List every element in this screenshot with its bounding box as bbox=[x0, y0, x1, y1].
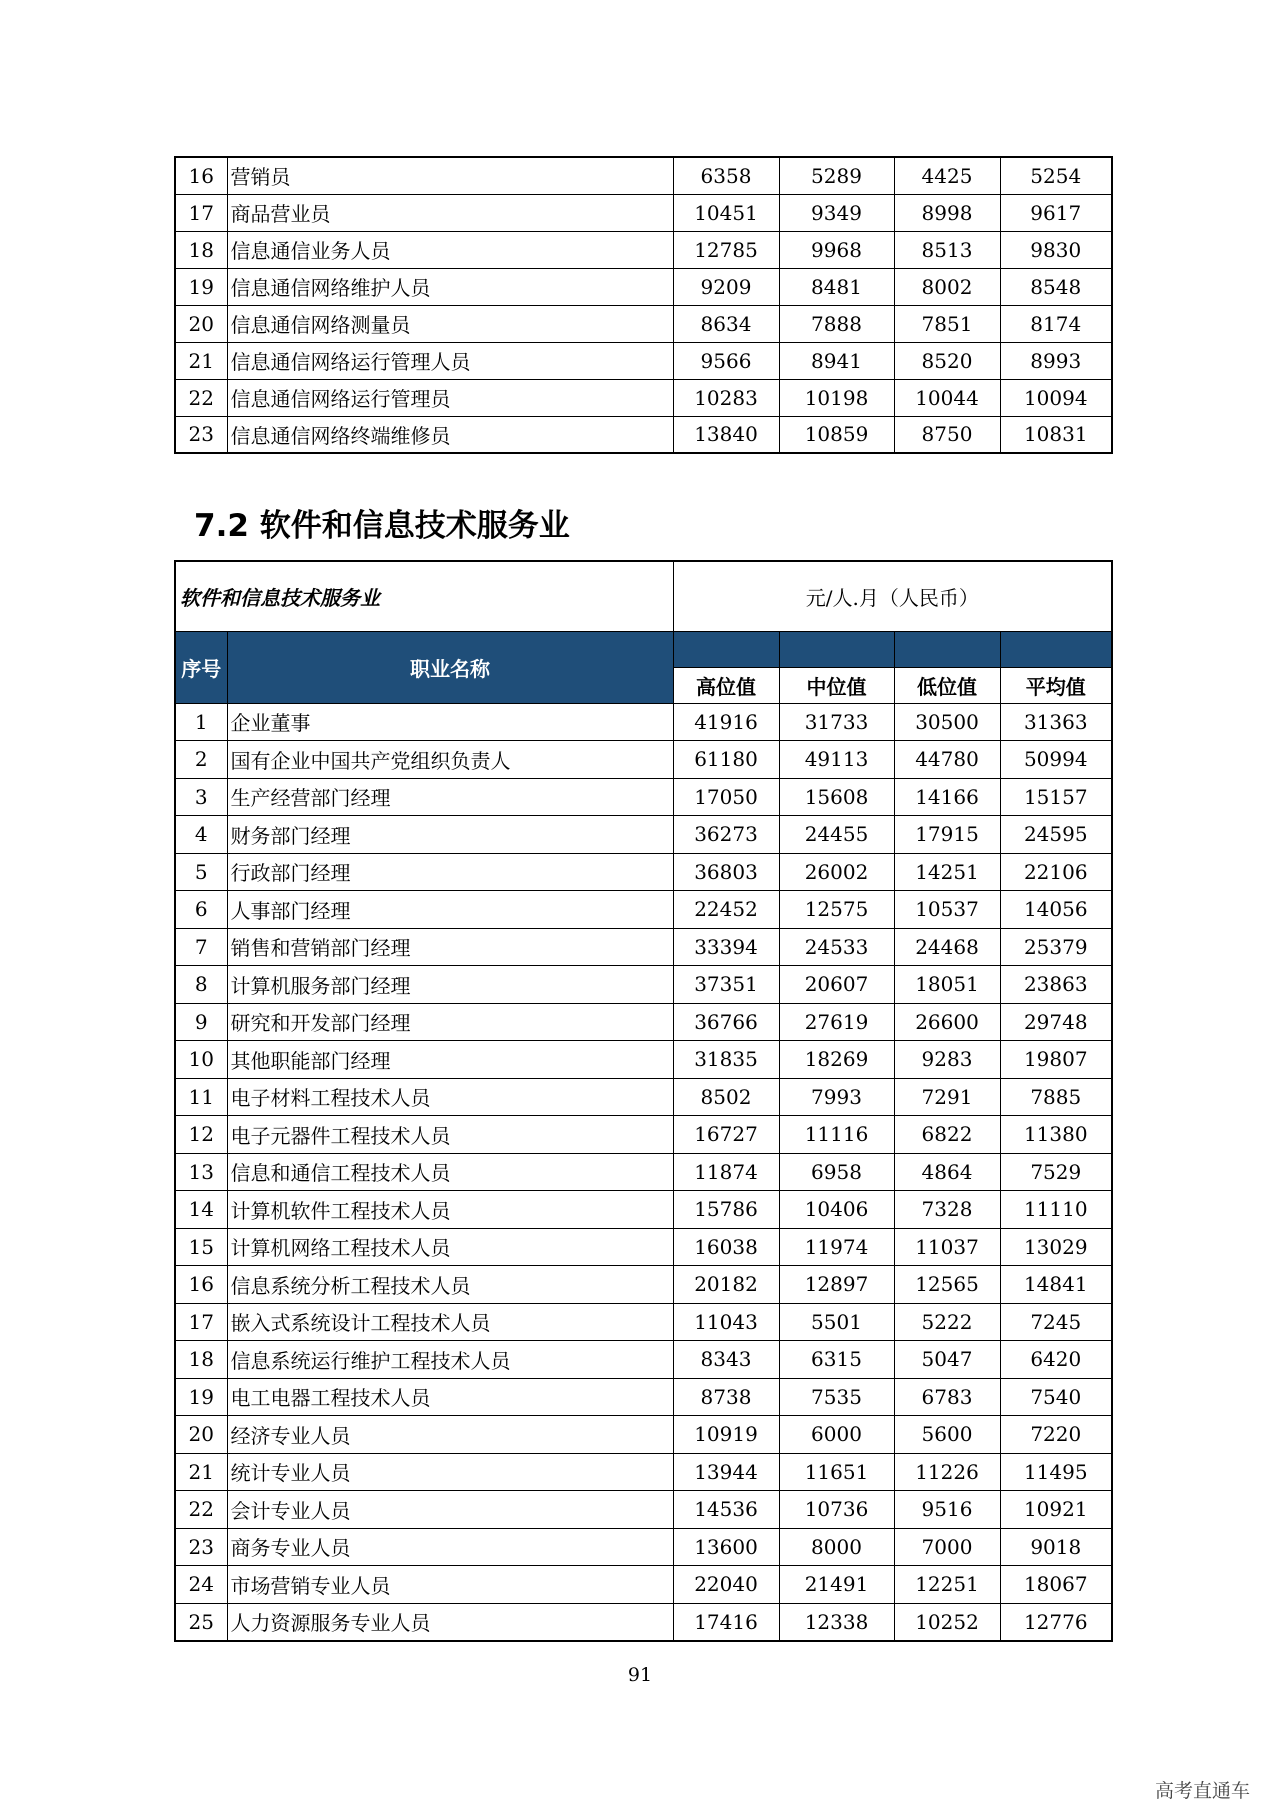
table-header-row bbox=[175, 631, 1112, 667]
serial-number-cell: 8 bbox=[175, 966, 227, 1004]
occupation-name-cell: 信息通信网络测量员 bbox=[227, 305, 673, 342]
high-value-cell: 36803 bbox=[673, 853, 779, 891]
median-value-cell: 24533 bbox=[779, 928, 894, 966]
high-value-cell: 10283 bbox=[673, 379, 779, 416]
header-blue-spacer bbox=[1000, 631, 1112, 667]
table-row bbox=[175, 928, 1112, 966]
median-value-cell: 5289 bbox=[779, 157, 894, 194]
average-value-cell: 7529 bbox=[1000, 1153, 1112, 1191]
table-row bbox=[175, 342, 1112, 379]
table-row bbox=[175, 966, 1112, 1004]
average-value-cell: 19807 bbox=[1000, 1041, 1112, 1079]
low-value-cell: 14251 bbox=[894, 853, 1000, 891]
average-value-cell: 11380 bbox=[1000, 1116, 1112, 1154]
median-value-cell: 11116 bbox=[779, 1116, 894, 1154]
median-value-cell: 10736 bbox=[779, 1491, 894, 1529]
occupation-name-cell: 商品营业员 bbox=[227, 194, 673, 231]
watermark-text: 高考直通车 bbox=[1154, 1780, 1250, 1802]
table-row bbox=[175, 1341, 1112, 1379]
median-value-cell: 10859 bbox=[779, 416, 894, 453]
serial-number-cell: 20 bbox=[175, 305, 227, 342]
header-blue-spacer bbox=[779, 631, 894, 667]
high-value-cell: 11043 bbox=[673, 1303, 779, 1341]
average-value-cell: 29748 bbox=[1000, 1003, 1112, 1041]
median-value-cell: 9349 bbox=[779, 194, 894, 231]
serial-number-cell: 10 bbox=[175, 1041, 227, 1079]
median-value-cell: 6315 bbox=[779, 1341, 894, 1379]
table-row bbox=[175, 305, 1112, 342]
average-value-cell: 8548 bbox=[1000, 268, 1112, 305]
median-value-cell: 11651 bbox=[779, 1453, 894, 1491]
average-value-cell: 11495 bbox=[1000, 1453, 1112, 1491]
occupation-name-cell: 销售和营销部门经理 bbox=[227, 928, 673, 966]
average-value-cell: 7245 bbox=[1000, 1303, 1112, 1341]
table-row bbox=[175, 1603, 1112, 1641]
serial-number-cell: 18 bbox=[175, 231, 227, 268]
high-value-cell: 8343 bbox=[673, 1341, 779, 1379]
low-value-cell: 26600 bbox=[894, 1003, 1000, 1041]
occupation-name-cell: 信息系统分析工程技术人员 bbox=[227, 1266, 673, 1304]
high-value-cell: 36273 bbox=[673, 816, 779, 854]
low-value-cell: 44780 bbox=[894, 741, 1000, 779]
high-value-cell: 10919 bbox=[673, 1416, 779, 1454]
average-value-cell: 10921 bbox=[1000, 1491, 1112, 1529]
header-occupation-name: 职业名称 bbox=[227, 631, 673, 703]
high-value-cell: 13944 bbox=[673, 1453, 779, 1491]
low-value-cell: 10537 bbox=[894, 891, 1000, 929]
high-value-cell: 8738 bbox=[673, 1378, 779, 1416]
occupation-name-cell: 国有企业中国共产党组织负责人 bbox=[227, 741, 673, 779]
median-value-cell: 20607 bbox=[779, 966, 894, 1004]
serial-number-cell: 12 bbox=[175, 1116, 227, 1154]
median-value-cell: 49113 bbox=[779, 741, 894, 779]
occupation-name-cell: 统计专业人员 bbox=[227, 1453, 673, 1491]
high-value-cell: 37351 bbox=[673, 966, 779, 1004]
average-value-cell: 6420 bbox=[1000, 1341, 1112, 1379]
occupation-name-cell: 行政部门经理 bbox=[227, 853, 673, 891]
table-row bbox=[175, 194, 1112, 231]
serial-number-cell: 9 bbox=[175, 1003, 227, 1041]
high-value-cell: 16727 bbox=[673, 1116, 779, 1154]
average-value-cell: 10831 bbox=[1000, 416, 1112, 453]
page-number: 91 bbox=[627, 1664, 653, 1686]
high-value-cell: 12785 bbox=[673, 231, 779, 268]
median-value-cell: 10198 bbox=[779, 379, 894, 416]
table-row bbox=[175, 1416, 1112, 1454]
high-value-cell: 33394 bbox=[673, 928, 779, 966]
occupation-name-cell: 人力资源服务专业人员 bbox=[227, 1603, 673, 1641]
high-value-cell: 22040 bbox=[673, 1566, 779, 1604]
high-value-cell: 9566 bbox=[673, 342, 779, 379]
serial-number-cell: 1 bbox=[175, 703, 227, 741]
average-value-cell: 8174 bbox=[1000, 305, 1112, 342]
high-value-cell: 13600 bbox=[673, 1528, 779, 1566]
serial-number-cell: 18 bbox=[175, 1341, 227, 1379]
table-row bbox=[175, 379, 1112, 416]
high-value-cell: 9209 bbox=[673, 268, 779, 305]
median-value-cell: 10406 bbox=[779, 1191, 894, 1229]
average-value-cell: 14056 bbox=[1000, 891, 1112, 929]
median-value-cell: 27619 bbox=[779, 1003, 894, 1041]
low-value-cell: 24468 bbox=[894, 928, 1000, 966]
low-value-cell: 8998 bbox=[894, 194, 1000, 231]
section-title: 7.2 软件和信息技术服务业 bbox=[194, 508, 570, 544]
median-value-cell: 7993 bbox=[779, 1078, 894, 1116]
serial-number-cell: 25 bbox=[175, 1603, 227, 1641]
table-row bbox=[175, 891, 1112, 929]
occupation-name-cell: 信息通信网络维护人员 bbox=[227, 268, 673, 305]
median-value-cell: 8481 bbox=[779, 268, 894, 305]
occupation-name-cell: 信息通信网络终端维修员 bbox=[227, 416, 673, 453]
average-value-cell: 24595 bbox=[1000, 816, 1112, 854]
table-row bbox=[175, 1191, 1112, 1229]
high-value-cell: 11874 bbox=[673, 1153, 779, 1191]
table-row bbox=[175, 741, 1112, 779]
table-row bbox=[175, 1491, 1112, 1529]
serial-number-cell: 23 bbox=[175, 416, 227, 453]
low-value-cell: 5600 bbox=[894, 1416, 1000, 1454]
median-value-cell: 7535 bbox=[779, 1378, 894, 1416]
continuation-salary-table bbox=[174, 156, 1113, 454]
table-row bbox=[175, 778, 1112, 816]
table-row bbox=[175, 1378, 1112, 1416]
median-value-cell: 26002 bbox=[779, 853, 894, 891]
average-value-cell: 9830 bbox=[1000, 231, 1112, 268]
low-value-cell: 9283 bbox=[894, 1041, 1000, 1079]
average-value-cell: 11110 bbox=[1000, 1191, 1112, 1229]
low-value-cell: 8002 bbox=[894, 268, 1000, 305]
table-row bbox=[175, 1003, 1112, 1041]
occupation-name-cell: 计算机网络工程技术人员 bbox=[227, 1228, 673, 1266]
median-value-cell: 21491 bbox=[779, 1566, 894, 1604]
serial-number-cell: 21 bbox=[175, 1453, 227, 1491]
serial-number-cell: 17 bbox=[175, 194, 227, 231]
main-table-body bbox=[175, 703, 1112, 1641]
high-value-cell: 10451 bbox=[673, 194, 779, 231]
serial-number-cell: 16 bbox=[175, 1266, 227, 1304]
average-value-cell: 18067 bbox=[1000, 1566, 1112, 1604]
high-value-cell: 20182 bbox=[673, 1266, 779, 1304]
average-value-cell: 9617 bbox=[1000, 194, 1112, 231]
table-row bbox=[175, 231, 1112, 268]
serial-number-cell: 5 bbox=[175, 853, 227, 891]
serial-number-cell: 4 bbox=[175, 816, 227, 854]
occupation-name-cell: 计算机软件工程技术人员 bbox=[227, 1191, 673, 1229]
low-value-cell: 18051 bbox=[894, 966, 1000, 1004]
average-value-cell: 31363 bbox=[1000, 703, 1112, 741]
low-value-cell: 30500 bbox=[894, 703, 1000, 741]
serial-number-cell: 7 bbox=[175, 928, 227, 966]
occupation-name-cell: 研究和开发部门经理 bbox=[227, 1003, 673, 1041]
occupation-name-cell: 信息通信网络运行管理员 bbox=[227, 379, 673, 416]
median-value-cell: 11974 bbox=[779, 1228, 894, 1266]
average-value-cell: 7885 bbox=[1000, 1078, 1112, 1116]
median-value-cell: 18269 bbox=[779, 1041, 894, 1079]
table-row bbox=[175, 816, 1112, 854]
high-value-cell: 16038 bbox=[673, 1228, 779, 1266]
header-blue-spacer bbox=[894, 631, 1000, 667]
low-value-cell: 10044 bbox=[894, 379, 1000, 416]
table-row bbox=[175, 703, 1112, 741]
median-value-cell: 6958 bbox=[779, 1153, 894, 1191]
occupation-name-cell: 计算机服务部门经理 bbox=[227, 966, 673, 1004]
median-value-cell: 7888 bbox=[779, 305, 894, 342]
table-row bbox=[175, 1303, 1112, 1341]
average-value-cell: 25379 bbox=[1000, 928, 1112, 966]
serial-number-cell: 15 bbox=[175, 1228, 227, 1266]
average-value-cell: 22106 bbox=[1000, 853, 1112, 891]
high-value-cell: 17050 bbox=[673, 778, 779, 816]
serial-number-cell: 13 bbox=[175, 1153, 227, 1191]
occupation-name-cell: 企业董事 bbox=[227, 703, 673, 741]
table-row bbox=[175, 416, 1112, 453]
low-value-cell: 7328 bbox=[894, 1191, 1000, 1229]
low-value-cell: 8520 bbox=[894, 342, 1000, 379]
table-row bbox=[175, 268, 1112, 305]
median-value-cell: 24455 bbox=[779, 816, 894, 854]
low-value-cell: 5222 bbox=[894, 1303, 1000, 1341]
serial-number-cell: 21 bbox=[175, 342, 227, 379]
low-value-cell: 4425 bbox=[894, 157, 1000, 194]
table-row bbox=[175, 1153, 1112, 1191]
low-value-cell: 5047 bbox=[894, 1341, 1000, 1379]
average-value-cell: 15157 bbox=[1000, 778, 1112, 816]
serial-number-cell: 20 bbox=[175, 1416, 227, 1454]
occupation-name-cell: 信息系统运行维护工程技术人员 bbox=[227, 1341, 673, 1379]
table-title-row bbox=[175, 561, 1112, 631]
high-value-cell: 36766 bbox=[673, 1003, 779, 1041]
average-value-cell: 50994 bbox=[1000, 741, 1112, 779]
table-row bbox=[175, 1453, 1112, 1491]
occupation-name-cell: 财务部门经理 bbox=[227, 816, 673, 854]
average-value-cell: 12776 bbox=[1000, 1603, 1112, 1641]
table-row bbox=[175, 1528, 1112, 1566]
occupation-name-cell: 信息通信业务人员 bbox=[227, 231, 673, 268]
median-value-cell: 12897 bbox=[779, 1266, 894, 1304]
low-value-cell: 14166 bbox=[894, 778, 1000, 816]
table-row bbox=[175, 157, 1112, 194]
high-value-cell: 17416 bbox=[673, 1603, 779, 1641]
average-value-cell: 13029 bbox=[1000, 1228, 1112, 1266]
occupation-name-cell: 生产经营部门经理 bbox=[227, 778, 673, 816]
table-unit-label: 元/人.月（人民币） bbox=[673, 561, 1112, 631]
serial-number-cell: 14 bbox=[175, 1191, 227, 1229]
serial-number-cell: 2 bbox=[175, 741, 227, 779]
serial-number-cell: 11 bbox=[175, 1078, 227, 1116]
low-value-cell: 10252 bbox=[894, 1603, 1000, 1641]
low-value-cell: 7291 bbox=[894, 1078, 1000, 1116]
occupation-name-cell: 电子元器件工程技术人员 bbox=[227, 1116, 673, 1154]
header-blue-spacer bbox=[673, 631, 779, 667]
low-value-cell: 17915 bbox=[894, 816, 1000, 854]
high-value-cell: 14536 bbox=[673, 1491, 779, 1529]
average-value-cell: 10094 bbox=[1000, 379, 1112, 416]
low-value-cell: 6783 bbox=[894, 1378, 1000, 1416]
occupation-name-cell: 人事部门经理 bbox=[227, 891, 673, 929]
low-value-cell: 8750 bbox=[894, 416, 1000, 453]
average-value-cell: 9018 bbox=[1000, 1528, 1112, 1566]
serial-number-cell: 19 bbox=[175, 268, 227, 305]
median-value-cell: 9968 bbox=[779, 231, 894, 268]
median-value-cell: 12338 bbox=[779, 1603, 894, 1641]
low-value-cell: 7000 bbox=[894, 1528, 1000, 1566]
header-median-value: 中位值 bbox=[779, 667, 894, 703]
occupation-name-cell: 会计专业人员 bbox=[227, 1491, 673, 1529]
low-value-cell: 9516 bbox=[894, 1491, 1000, 1529]
table-row bbox=[175, 1266, 1112, 1304]
median-value-cell: 6000 bbox=[779, 1416, 894, 1454]
table-row bbox=[175, 1566, 1112, 1604]
header-average-value: 平均值 bbox=[1000, 667, 1112, 703]
low-value-cell: 7851 bbox=[894, 305, 1000, 342]
occupation-name-cell: 信息和通信工程技术人员 bbox=[227, 1153, 673, 1191]
high-value-cell: 41916 bbox=[673, 703, 779, 741]
median-value-cell: 8000 bbox=[779, 1528, 894, 1566]
median-value-cell: 15608 bbox=[779, 778, 894, 816]
occupation-name-cell: 其他职能部门经理 bbox=[227, 1041, 673, 1079]
occupation-name-cell: 商务专业人员 bbox=[227, 1528, 673, 1566]
average-value-cell: 5254 bbox=[1000, 157, 1112, 194]
occupation-name-cell: 经济专业人员 bbox=[227, 1416, 673, 1454]
high-value-cell: 31835 bbox=[673, 1041, 779, 1079]
occupation-name-cell: 电工电器工程技术人员 bbox=[227, 1378, 673, 1416]
serial-number-cell: 16 bbox=[175, 157, 227, 194]
software-it-salary-table bbox=[174, 560, 1113, 1642]
high-value-cell: 13840 bbox=[673, 416, 779, 453]
serial-number-cell: 23 bbox=[175, 1528, 227, 1566]
serial-number-cell: 22 bbox=[175, 1491, 227, 1529]
table-row bbox=[175, 1116, 1112, 1154]
occupation-name-cell: 信息通信网络运行管理人员 bbox=[227, 342, 673, 379]
serial-number-cell: 24 bbox=[175, 1566, 227, 1604]
average-value-cell: 8993 bbox=[1000, 342, 1112, 379]
occupation-name-cell: 嵌入式系统设计工程技术人员 bbox=[227, 1303, 673, 1341]
occupation-name-cell: 电子材料工程技术人员 bbox=[227, 1078, 673, 1116]
continuation-table-body bbox=[175, 157, 1112, 453]
table-industry-title: 软件和信息技术服务业 bbox=[175, 561, 673, 631]
table-row bbox=[175, 853, 1112, 891]
table-row bbox=[175, 1228, 1112, 1266]
average-value-cell: 7540 bbox=[1000, 1378, 1112, 1416]
average-value-cell: 7220 bbox=[1000, 1416, 1112, 1454]
median-value-cell: 5501 bbox=[779, 1303, 894, 1341]
low-value-cell: 12565 bbox=[894, 1266, 1000, 1304]
high-value-cell: 22452 bbox=[673, 891, 779, 929]
serial-number-cell: 17 bbox=[175, 1303, 227, 1341]
serial-number-cell: 19 bbox=[175, 1378, 227, 1416]
median-value-cell: 12575 bbox=[779, 891, 894, 929]
low-value-cell: 12251 bbox=[894, 1566, 1000, 1604]
average-value-cell: 14841 bbox=[1000, 1266, 1112, 1304]
header-low-value: 低位值 bbox=[894, 667, 1000, 703]
high-value-cell: 8502 bbox=[673, 1078, 779, 1116]
serial-number-cell: 22 bbox=[175, 379, 227, 416]
low-value-cell: 11037 bbox=[894, 1228, 1000, 1266]
high-value-cell: 61180 bbox=[673, 741, 779, 779]
low-value-cell: 4864 bbox=[894, 1153, 1000, 1191]
table-row bbox=[175, 1041, 1112, 1079]
table-row bbox=[175, 1078, 1112, 1116]
high-value-cell: 6358 bbox=[673, 157, 779, 194]
median-value-cell: 31733 bbox=[779, 703, 894, 741]
average-value-cell: 23863 bbox=[1000, 966, 1112, 1004]
low-value-cell: 8513 bbox=[894, 231, 1000, 268]
occupation-name-cell: 营销员 bbox=[227, 157, 673, 194]
header-high-value: 高位值 bbox=[673, 667, 779, 703]
serial-number-cell: 3 bbox=[175, 778, 227, 816]
serial-number-cell: 6 bbox=[175, 891, 227, 929]
high-value-cell: 15786 bbox=[673, 1191, 779, 1229]
low-value-cell: 11226 bbox=[894, 1453, 1000, 1491]
header-serial-number: 序号 bbox=[175, 631, 227, 703]
low-value-cell: 6822 bbox=[894, 1116, 1000, 1154]
occupation-name-cell: 市场营销专业人员 bbox=[227, 1566, 673, 1604]
median-value-cell: 8941 bbox=[779, 342, 894, 379]
high-value-cell: 8634 bbox=[673, 305, 779, 342]
